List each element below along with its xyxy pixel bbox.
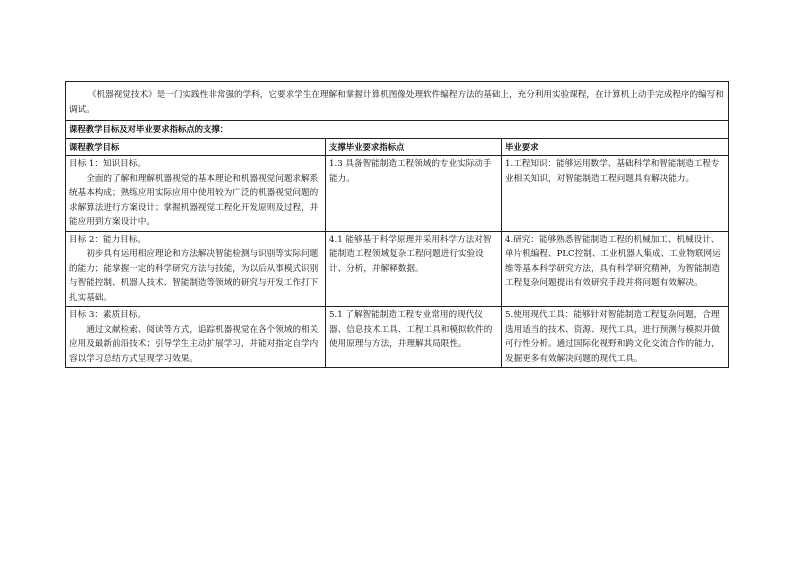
- requirement-cell: 5.使用现代工具：能够针对智能制造工程复杂问题，合理选用适当的技术、资源、现代工具，进行预测与模拟并做可行性分析。通过国际化视野和跨文化交流合作的能力，发掘更多有效解决问题的现代工具。: [502, 307, 729, 368]
- column-header-requirement: 毕业要求: [502, 138, 729, 156]
- intro-text: 《机器视觉技术》是一门实践性非常强的学科，它要求学生在理解和掌握计算机图像处理软件编程方法的基础上，充分利用实验课程，在计算机上动手完成程序的编写和调试。: [69, 90, 724, 115]
- goal-body: 通过文献检索、阅读等方式，追踪机器视觉在各个领域的相关应用及最新前沿技术；引导学生主动扩展学习，并能对指定自学内容以学习总结方式呈现学习效果。: [69, 324, 319, 364]
- goal-cell: [66, 307, 326, 368]
- requirement-cell: 4.研究：能够熟悉智能制造工程的机械加工、机械设计、单片机编程、PLC控制、工业机器人集成、工业物联网运维等基本科学研究方法，具有科学研究精神，为智能制造工程复杂问题提出有效研究手段并将问题有效解决。: [502, 231, 729, 307]
- goal-body: 全面的了解和理解机器视觉的基本理论和机器视觉问题求解系统基本构成；熟练应用实际应用中使用较为广泛的机器视觉问题的求解算法进行方案设计；掌握机器视觉工程化开发原则及过程，并能应用到方案设计中。: [69, 173, 319, 227]
- requirement-cell: 1.工程知识：能够运用数学、基础科学和智能制造工程专业相关知识，对智能制造工程问题具有解决能力。: [502, 156, 729, 232]
- section-title-row: [66, 121, 729, 139]
- indicator-cell: 1.3 具备智能制造工程领域的专业实际动手能力。: [326, 156, 502, 232]
- goal-title: 目标 3：素质目标。: [69, 310, 146, 320]
- header-row: [66, 138, 729, 156]
- section-title: 课程教学目标及对毕业要求指标点的支撑：: [66, 121, 729, 139]
- column-header-goal: 课程教学目标: [66, 138, 326, 156]
- intro-row: [66, 82, 729, 121]
- goal-title: 目标 1：知识目标。: [69, 159, 146, 169]
- indicator-cell: 4.1 能够基于科学原理并采用科学方法对智能制造工程领域复杂工程问题进行实验设计、分析，并解释数据。: [326, 231, 502, 307]
- goal-cell: [66, 156, 326, 232]
- intro-cell: [66, 82, 729, 121]
- table-row: [66, 156, 729, 232]
- course-objectives-table: [65, 81, 729, 368]
- goal-cell: [66, 231, 326, 307]
- table-row: [66, 231, 729, 307]
- column-header-indicator: 支撑毕业要求指标点: [326, 138, 502, 156]
- goal-body: 初步具有运用相应理论和方法解决智能检测与识别等实际问题的能力；能掌握一定的科学研究方法与技能，为以后从事模式识别与智能控制、机器人技术、智能制造等领域的研究与开发工作打下扎实基础。: [69, 249, 319, 303]
- goal-title: 目标 2：能力目标。: [69, 234, 146, 245]
- indicator-cell: 5.1 了解智能制造工程专业常用的现代仪器、信息技术工具、工程工具和模拟软件的使用原理与方法，并理解其局限性。: [326, 307, 502, 368]
- table-row: [66, 307, 729, 368]
